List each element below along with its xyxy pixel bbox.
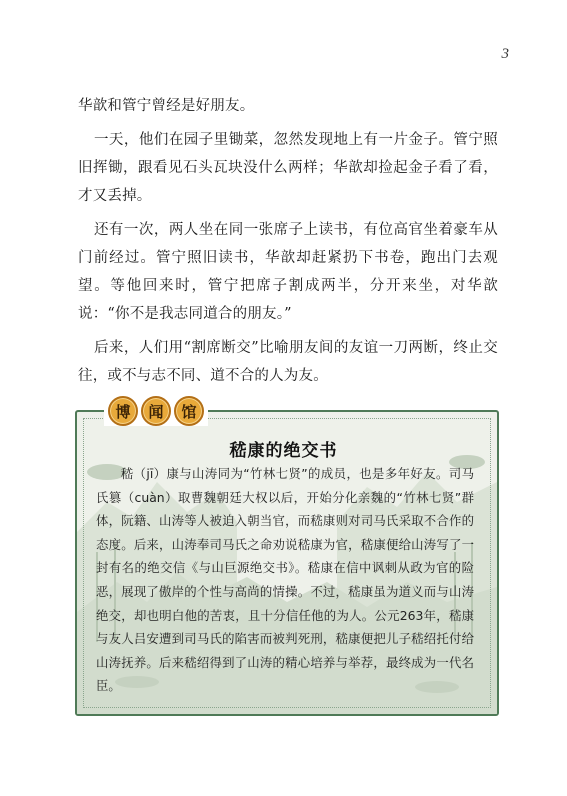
- tab-character: 闻: [141, 396, 171, 426]
- paragraph: 一天，他们在园子里锄菜，忽然发现地上有一片金子。管宁照旧挥锄，跟看见石头瓦块没什么两样；华歆却捡起金子看了看，才又丢掉。: [78, 132, 498, 204]
- paragraph: 还有一次，两人坐在同一张席子上读书，有位高官坐着豪车从门前经过。管宁照旧读书，华歆却赶紧扔下书卷，跑出门去观望。等他回来时，管宁把席子割成两半，分开来坐，对华歆说：“你不是我志同道合的朋友。”: [78, 222, 498, 322]
- sidebar-title: 嵇康的绝交书: [229, 441, 338, 461]
- paragraph: 后来，人们用“割席断交”比喻朋友间的友谊一刀两断，终止交往，或不与志不同、道不合的人为友。: [78, 340, 498, 384]
- sidebar-text: 嵇（jī）康与山涛同为“竹林七贤”的成员，也是多年好友。司马氏篡（cuàn）取曹魏朝廷大权以后，开始分化亲魏的“竹林七贤”群体，阮籍、山涛等人被迫入朝当官，而嵇康则对司马氏采取不合作的态度。后来，山涛奉司马氏之命劝说嵇康为官，嵇康便给山涛写了一封有名的绝交信《与山巨源绝交书》。嵇康在信中讽刺从政为官的险恶，展现了傲岸的个性与高尚的情操。不过，嵇康虽为道义而与山涛绝交，却也明白他的苦衷，且十分信任他的为人。公元263年，嵇康与友人吕安遭到司马氏的陷害而被判死刑，嵇康便把儿子嵇绍托付给山涛抚养。后来嵇绍得到了山涛的精心培养与举荐，最终成为一代名臣。: [96, 466, 474, 694]
- section-tab: [104, 396, 208, 426]
- page-number: 3: [501, 46, 509, 62]
- paragraph: 华歆和管宁曾经是好朋友。: [78, 98, 255, 114]
- main-text: [78, 92, 498, 396]
- tab-character: 博: [108, 396, 138, 426]
- tab-character: 馆: [174, 396, 204, 426]
